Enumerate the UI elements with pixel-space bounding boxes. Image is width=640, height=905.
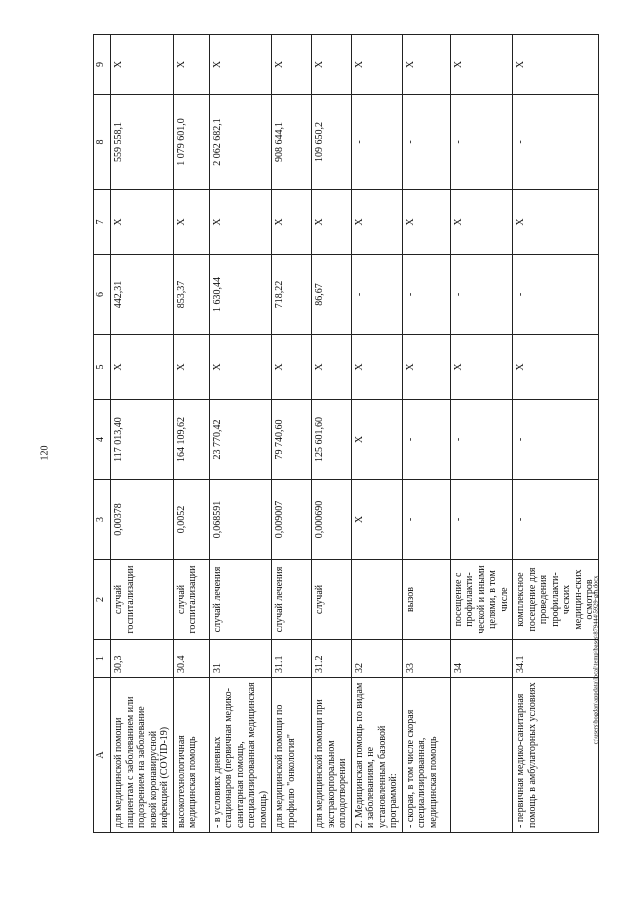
value-cell: случай госпитализации [173,560,209,640]
value-cell: 31.1 [272,640,312,678]
row-label-cell: высокотехнологичная медицинская помощь [173,678,209,833]
value-cell: случай госпитализации [111,560,174,640]
value-cell: - [450,400,513,480]
value-cell: - [351,95,402,190]
value-cell: 0,000690 [312,480,352,560]
value-cell: 559 558,1 [111,95,174,190]
row-label-cell: для медицинской помощи по профилю "онкология" [272,678,312,833]
page-number: 120 [39,445,51,461]
value-cell: X [312,35,352,95]
table-row [209,35,272,833]
value-cell: - [450,480,513,560]
value-cell: - [513,255,599,335]
value-cell: X [450,335,513,400]
value-cell: случай лечения [209,560,272,640]
row-label-cell: для медицинской помощи при экстракорпоральном оплодотворении [312,678,352,833]
value-cell: X [173,35,209,95]
value-cell: X [111,35,174,95]
value-cell: X [450,35,513,95]
value-cell: комплексное посещение для проведения профилакти-ческих медицин-ских осмотров [513,560,599,640]
value-cell: 0,009007 [272,480,312,560]
column-header: 4 [94,400,111,480]
value-cell: 125 601,60 [312,400,352,480]
row-label-cell [450,678,513,833]
value-cell: 908 644,1 [272,95,312,190]
row-label-cell: 2. Медицинская помощь по видам и заболеваниям, не установленным базовой программой: [351,678,402,833]
value-cell: X [351,480,402,560]
value-cell: 32 [351,640,402,678]
value-cell: X [450,190,513,255]
data-table [93,34,599,833]
value-cell: X [312,190,352,255]
value-cell: 442,31 [111,255,174,335]
table-row [173,35,209,833]
column-header: 8 [94,95,111,190]
value-cell: X [351,400,402,480]
column-header: 1 [94,640,111,678]
row-label-cell: для медицинской помощи пациентам с заболеванием или подозрением на заболевание новой коронавирусной инфекцией (COVID-19) [111,678,174,833]
footer-file-path: c:\users\bogdan\appdata\local\temp\bases\879444\5929-gm.docx [592,575,600,745]
value-cell: - [351,255,402,335]
value-cell: 2 062 682,1 [209,95,272,190]
value-cell: X [513,35,599,95]
value-cell: случай лечения [272,560,312,640]
value-cell: X [111,190,174,255]
value-cell: 86,67 [312,255,352,335]
value-cell: - [450,95,513,190]
value-cell: посещение с профилакти-ческой и иными целями, в том числе [450,560,513,640]
table-row [513,35,599,833]
value-cell: 0,0052 [173,480,209,560]
value-cell: 31.2 [312,640,352,678]
value-cell: X [312,335,352,400]
value-cell: X [351,335,402,400]
value-cell: 0,00378 [111,480,174,560]
value-cell: 1 630,44 [209,255,272,335]
table-row [402,35,450,833]
value-cell: X [402,335,450,400]
column-header: 3 [94,480,111,560]
value-cell: X [272,190,312,255]
table-row [450,35,513,833]
table-row [312,35,352,833]
table-container [93,35,595,833]
row-label-cell: - первичная медико-санитарная помощь в амбулаторных условиях [513,678,599,833]
value-cell: 1 079 601,0 [173,95,209,190]
value-cell: - [402,255,450,335]
value-cell: X [111,335,174,400]
row-label-cell: - в условиях дневных стационаров (первичная медико-санитарная помощь, специализированная медицинская помощь) [209,678,272,833]
value-cell: 0,068591 [209,480,272,560]
value-cell: 109 650,2 [312,95,352,190]
value-cell: 30,3 [111,640,174,678]
value-cell: 33 [402,640,450,678]
value-cell: - [402,95,450,190]
value-cell: - [402,400,450,480]
value-cell: X [209,335,272,400]
value-cell: X [402,35,450,95]
column-header: 9 [94,35,111,95]
value-cell: вызов [402,560,450,640]
value-cell: 718,22 [272,255,312,335]
value-cell: X [513,190,599,255]
value-cell: случай [312,560,352,640]
value-cell: 117 013,40 [111,400,174,480]
value-cell: 30.4 [173,640,209,678]
table-row [111,35,174,833]
value-cell: - [402,480,450,560]
value-cell: 34 [450,640,513,678]
value-cell: - [513,95,599,190]
value-cell: X [209,190,272,255]
value-cell: X [351,35,402,95]
column-header: 5 [94,335,111,400]
value-cell: X [272,335,312,400]
value-cell: 31 [209,640,272,678]
value-cell: - [513,400,599,480]
table-row [351,35,402,833]
value-cell: X [209,35,272,95]
value-cell: 23 770,42 [209,400,272,480]
header-row [94,35,111,833]
value-cell: X [513,335,599,400]
value-cell [351,560,402,640]
column-header: 2 [94,560,111,640]
column-header: 7 [94,190,111,255]
table-row [272,35,312,833]
value-cell: 853,37 [173,255,209,335]
column-header: 6 [94,255,111,335]
value-cell: 34.1 [513,640,599,678]
value-cell: X [272,35,312,95]
value-cell: X [173,335,209,400]
value-cell: - [450,255,513,335]
value-cell: 79 740,60 [272,400,312,480]
value-cell: X [173,190,209,255]
value-cell: 164 109,62 [173,400,209,480]
column-header: A [94,678,111,833]
row-label-cell: - скорая, в том числе скорая специализированная, медицинская помощь [402,678,450,833]
value-cell: - [513,480,599,560]
value-cell: X [402,190,450,255]
value-cell: X [351,190,402,255]
